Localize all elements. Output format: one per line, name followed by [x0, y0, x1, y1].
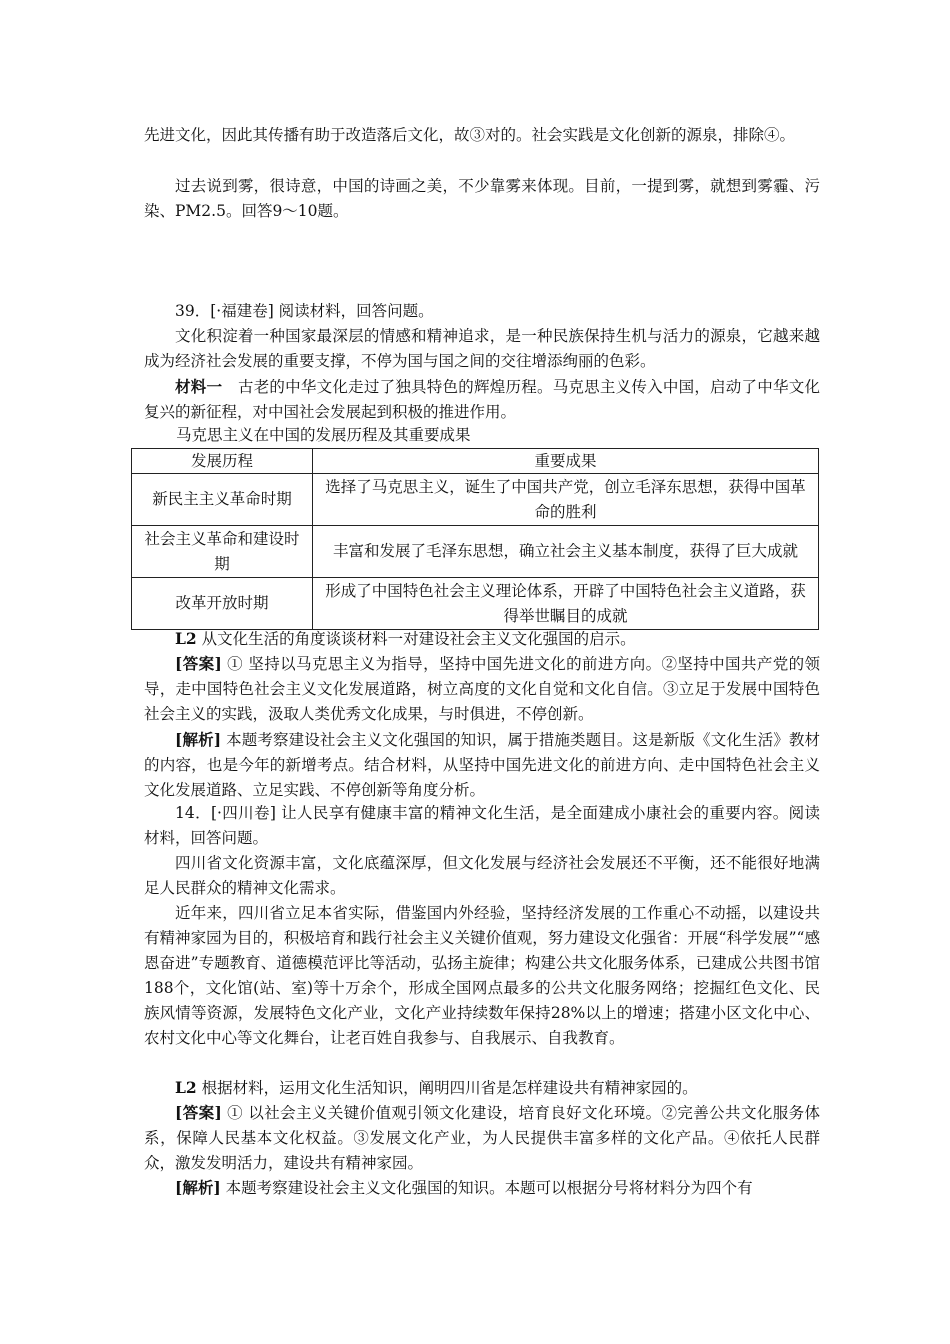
- answer-text: ① 坚持以马克思主义为指导，坚持中国先进文化的前进方向。②坚持中国共产党的领导，走中国特色社会主义文化发展道路，树立高度的文化自觉和文化自信。③立足于发展中国特色社会主义的实践，汲取人类优秀文化成果，与时俱进，不停创新。: [144, 655, 821, 723]
- question-tag: L2: [175, 1078, 197, 1097]
- analysis-label: [解析]: [175, 1178, 221, 1197]
- question-14-analysis: [144, 1175, 820, 1201]
- analysis-text: 本题考察建设社会主义文化强国的知识，属于措施类题目。这是新版《文化生活》教材的内容，也是今年的新增考点。结合材料，从坚持中国先进文化的前进方向、走中国特色社会主义文化发展道路、立足实践、不停创新等角度分析。: [144, 731, 820, 799]
- question-14-prompt: [144, 1075, 820, 1101]
- question-39-intro: 文化积淀着一种国家最深层的情感和精神追求，是一种民族保持生机与活力的源泉，它越来越成为经济社会发展的重要支撑，不停为国与国之间的交往增添绚丽的色彩。: [144, 327, 820, 370]
- answer-text: ① 以社会主义关键价值观引领文化建设，培育良好文化环境。②完善公共文化服务体系，保障人民基本文化权益。③发展文化产业，为人民提供丰富多样的文化产品。④依托人民群众，激发发明活力，建设共有精神家园。: [144, 1104, 821, 1172]
- question-text: 从文化生活的角度谈谈材料一对建设社会主义文化强国的启示。: [196, 630, 636, 648]
- question-14-answer: [144, 1100, 820, 1176]
- question-14-para1: 四川省文化资源丰富，文化底蕴深厚，但文化发展与经济社会发展还不平衡，还不能很好地满足人民群众的精神文化需求。: [144, 854, 820, 897]
- question-39-material-one: [144, 374, 820, 425]
- table-cell-stage: 社会主义革命和建设时期: [132, 526, 313, 578]
- paragraph-previous-analysis: 先进文化，因此其传播有助于改造落后文化，故③对的。社会实践是文化创新的源泉，排除④。: [144, 126, 796, 144]
- material-one-label: 材料一: [175, 377, 223, 396]
- table-header-stage: 发展历程: [132, 449, 313, 474]
- table-row: [132, 474, 819, 526]
- answer-label: [答案]: [175, 1103, 222, 1122]
- question-39-analysis: [144, 727, 820, 803]
- table-header-result: 重要成果: [313, 449, 819, 474]
- analysis-label: [解析]: [175, 730, 222, 749]
- table-caption: 马克思主义在中国的发展历程及其重要成果: [176, 426, 471, 444]
- question-14-para2: 近年来，四川省立足本省实际，借鉴国内外经验，坚持经济发展的工作重心不动摇，以建设共有精神家园为目的，积极培育和践行社会主义关键价值观，努力建设文化强省：开展“科学发展”“感恩奋进”专题教育、道德模范评比等活动，弘扬主旋律；构建公共文化服务体系，已建成公共图书馆188个，文化馆(站、室)等十万余个，形成全国网点最多的公共文化服务网络；挖掘红色文化、民族风情等资源，发展特色文化产业，文化产业持续数年保持28%以上的增速；搭建小区文化中心、农村文化中心等文化舞台，让老百姓自我参与、自我展示、自我教育。: [144, 904, 820, 1047]
- question-39-prompt: [144, 626, 820, 652]
- question-text: 根据材料，运用文化生活知识，阐明四川省是怎样建设共有精神家园的。: [196, 1079, 698, 1097]
- paragraph-fog-intro: 过去说到雾，很诗意，中国的诗画之美，不少靠雾来体现。目前，一提到雾，就想到雾霾、污染、PM2.5。回答9～10题。: [144, 177, 820, 220]
- table-cell-stage: 新民主主义革命时期: [132, 474, 313, 526]
- question-39-answer: [144, 651, 820, 727]
- table-cell-stage: 改革开放时期: [132, 578, 313, 630]
- question-14-header: 14．[·四川卷] 让人民享有健康丰富的精神文化生活，是全面建成小康社会的重要内容。阅读材料，回答问题。: [144, 804, 820, 847]
- table-cell-result: 选择了马克思主义，诞生了中国共产党，创立毛泽东思想，获得中国革命的胜利: [313, 474, 819, 526]
- question-39-header: 39．[·福建卷] 阅读材料，回答问题。: [175, 302, 434, 320]
- answer-label: [答案]: [175, 654, 222, 673]
- material-one-text: 古老的中华文化走过了独具特色的辉煌历程。马克思主义传入中国，启动了中华文化复兴的新征程，对中国社会发展起到积极的推进作用。: [144, 378, 820, 421]
- question-tag: L2: [175, 629, 197, 648]
- development-table: [131, 448, 819, 630]
- table-header-row: [132, 449, 819, 474]
- table-cell-result: 形成了中国特色社会主义理论体系，开辟了中国特色社会主义道路，获得举世瞩目的成就: [313, 578, 819, 630]
- table-row: [132, 526, 819, 578]
- table-cell-result: 丰富和发展了毛泽东思想，确立社会主义基本制度，获得了巨大成就: [313, 526, 819, 578]
- table-row: [132, 578, 819, 630]
- analysis-text: 本题考察建设社会主义文化强国的知识。本题可以根据分号将材料分为四个有: [220, 1179, 753, 1197]
